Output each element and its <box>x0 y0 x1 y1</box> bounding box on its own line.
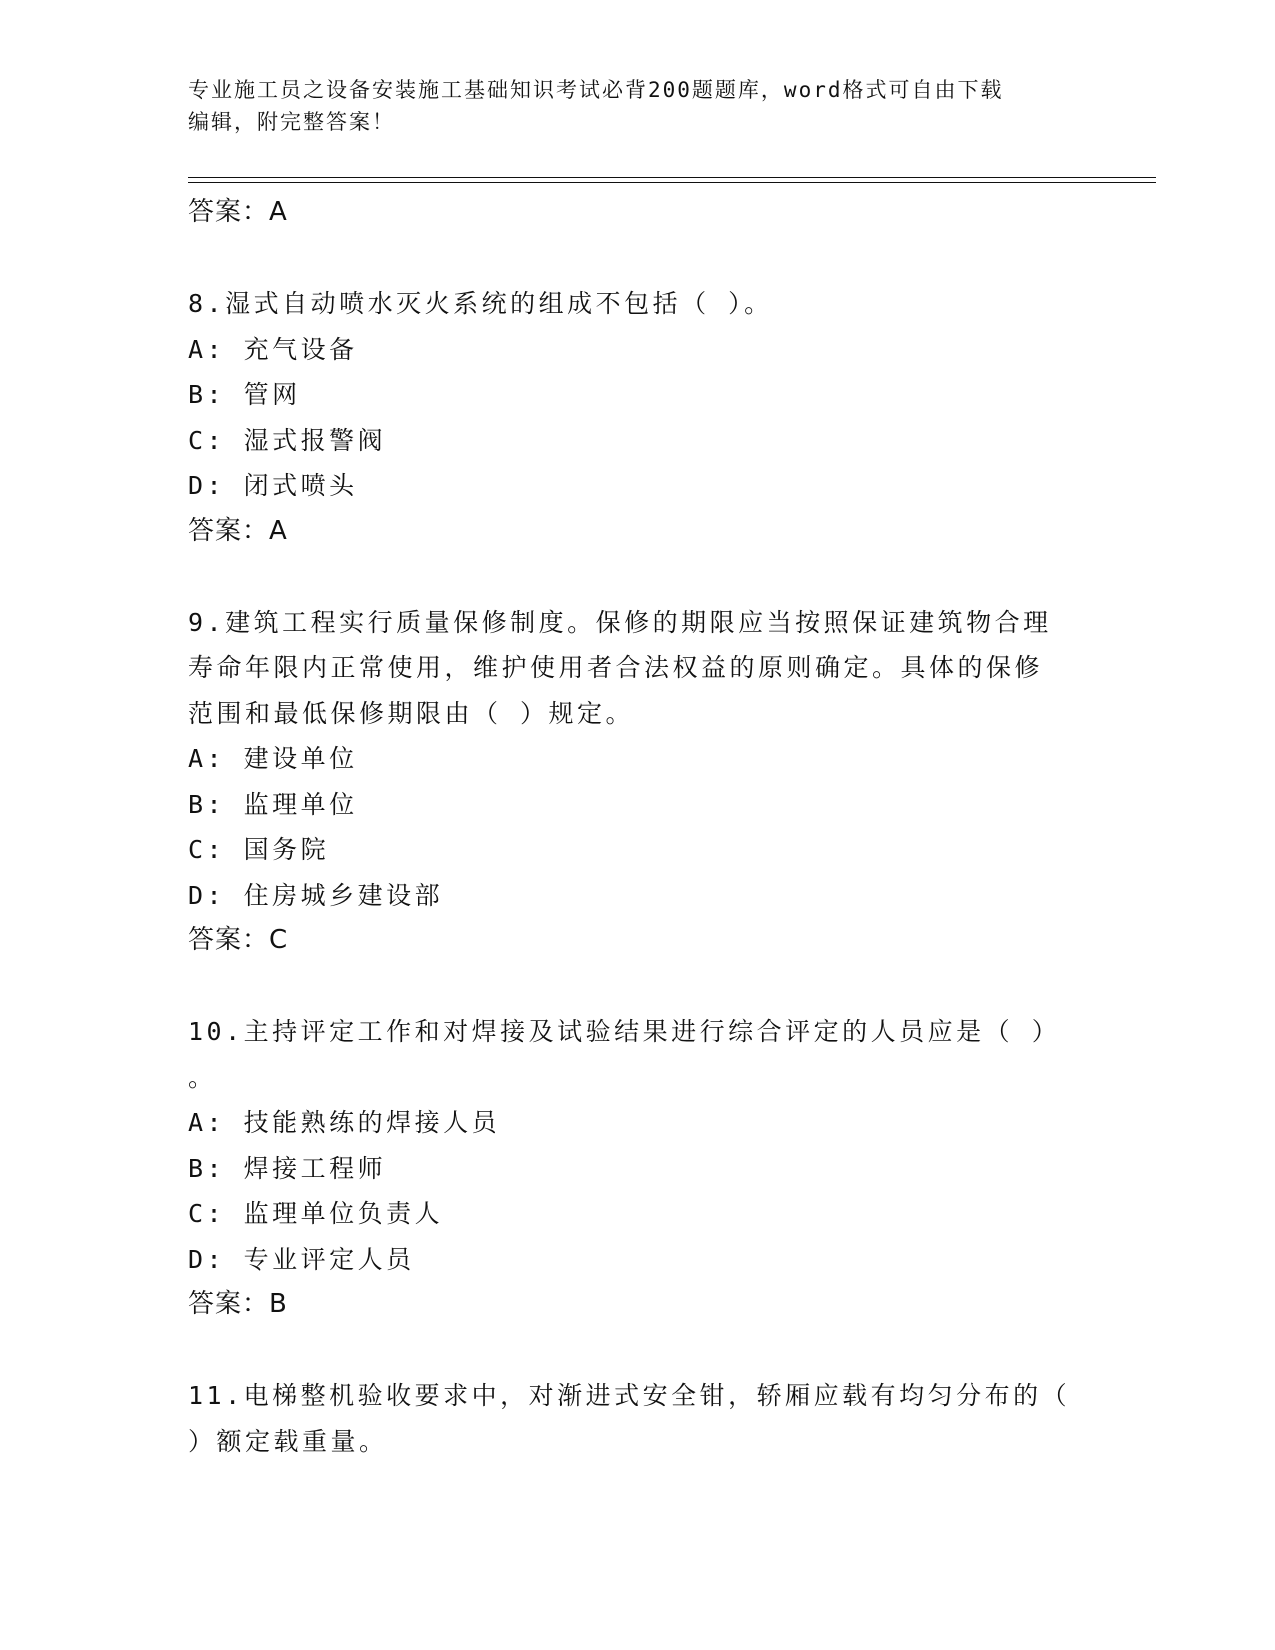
option-b: B: 监理单位 <box>188 789 358 819</box>
question-stem: 8.湿式自动喷水灭火系统的组成不包括（ ）。 <box>188 289 773 318</box>
spacer <box>188 1328 1088 1374</box>
question-stem: 。 <box>188 1062 217 1092</box>
option-d: D: 闭式喷头 <box>188 471 358 500</box>
answer-line: 答案：B <box>188 1289 288 1319</box>
answer-line: 答案：A <box>188 197 288 227</box>
question-list <box>188 190 1088 1464</box>
option-a: A: 技能熟练的焊接人员 <box>188 1108 501 1137</box>
header-line-1: 专业施工员之设备安装施工基础知识考试必背200题题库，word格式可自由下载 <box>188 78 1004 102</box>
header-divider-bottom <box>188 182 1156 183</box>
answer-line: 答案：C <box>188 925 289 955</box>
question-8 <box>188 281 1088 554</box>
option-c: C: 监理单位负责人 <box>188 1199 444 1228</box>
option-b: B: 焊接工程师 <box>188 1153 387 1183</box>
question-10 <box>188 1009 1088 1328</box>
header-divider-top <box>188 177 1156 178</box>
header-line-2: 编辑，附完整答案！ <box>188 110 395 134</box>
question-9 <box>188 600 1088 964</box>
spacer <box>188 554 1088 600</box>
option-c: C: 国务院 <box>188 835 330 864</box>
question-stem: 9.建筑工程实行质量保修制度。保修的期限应当按照保证建筑物合理 <box>188 607 1052 637</box>
question-stem: ）额定载重量。 <box>188 1426 388 1456</box>
option-a: A: 充气设备 <box>188 334 358 364</box>
spacer <box>188 964 1088 1010</box>
question-11 <box>188 1373 1088 1464</box>
question-stem: 11.电梯整机验收要求中，对渐进式安全钳，轿厢应载有均匀分布的（ <box>188 1381 1071 1410</box>
answer-line: 答案：A <box>188 515 288 546</box>
question-stem: 10.主持评定工作和对焊接及试验结果进行综合评定的人员应是（ ） <box>188 1017 1061 1046</box>
option-a: A: 建设单位 <box>188 744 358 773</box>
option-c: C: 湿式报警阀 <box>188 425 387 455</box>
option-d: D: 专业评定人员 <box>188 1244 415 1274</box>
option-b: B: 管网 <box>188 380 301 409</box>
question-stem: 寿命年限内正常使用，维护使用者合法权益的原则确定。具体的保修 <box>188 653 1044 682</box>
spacer <box>188 236 1088 282</box>
document-header <box>188 74 1068 138</box>
question-stem: 范围和最低保修期限由（ ）规定。 <box>188 698 635 728</box>
option-d: D: 住房城乡建设部 <box>188 880 444 910</box>
